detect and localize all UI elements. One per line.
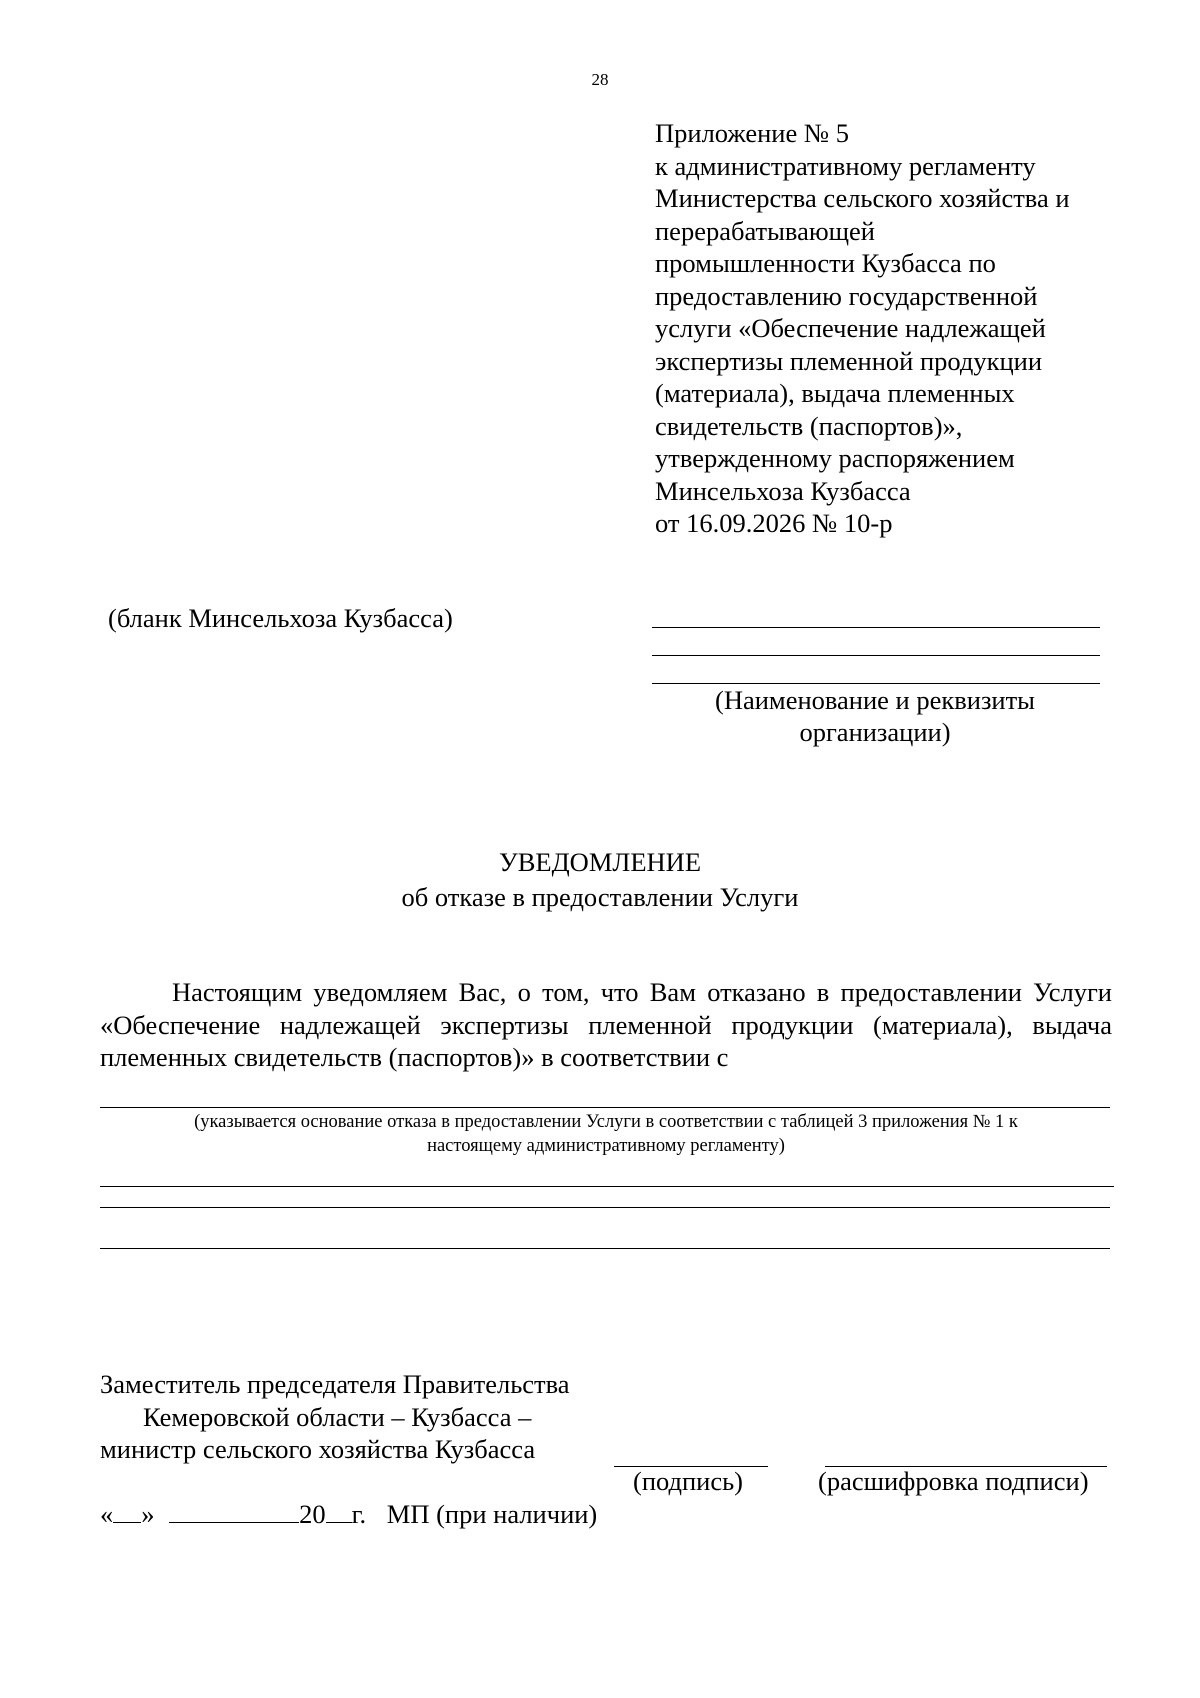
appendix-line: свидетельств (паспортов)», bbox=[655, 410, 963, 441]
year-suffix: г. bbox=[351, 1499, 367, 1529]
appendix-line: к административному регламенту bbox=[655, 150, 1036, 181]
notice-body-line: племенных свидетельств (паспортов)» в соответствии с bbox=[100, 1042, 729, 1072]
date-close-quote: » bbox=[141, 1499, 155, 1529]
reason-fill-line bbox=[100, 1186, 1114, 1187]
year-fill-blank bbox=[326, 1500, 352, 1523]
notice-body bbox=[100, 976, 1112, 1074]
appendix-line: перерабатывающей bbox=[655, 215, 875, 246]
reason-fill-line bbox=[100, 1207, 1110, 1208]
appendix-line: промышленности Кузбасса по bbox=[655, 248, 996, 278]
organization-caption bbox=[640, 684, 1110, 748]
signer-block bbox=[100, 1368, 570, 1466]
notice-title: УВЕДОМЛЕНИЕ bbox=[498, 847, 702, 877]
appendix-header bbox=[655, 117, 1155, 540]
organization-fill-line bbox=[652, 627, 1100, 628]
signer-position-line: министр сельского хозяйства Кузбасса bbox=[100, 1434, 536, 1464]
notice-subtitle: об отказе в предоставлении Услуги bbox=[401, 882, 799, 912]
appendix-line: экспертизы племенной продукции bbox=[655, 345, 1043, 376]
appendix-line: услуги «Обеспечение надлежащей bbox=[655, 313, 1046, 343]
signature-decoding-caption: (расшифровка подписи) bbox=[818, 1466, 1089, 1496]
reason-note-line: (указывается основание отказа в предоставлении Услуги в соответствии с таблицей 3 приложения № 1 к bbox=[194, 1112, 1018, 1132]
appendix-line: Минсельхоза Кузбасса bbox=[655, 475, 911, 506]
organization-caption-line: (Наименование и реквизиты bbox=[715, 685, 1035, 715]
appendix-line: от 16.09.2026 № 10-р bbox=[655, 508, 893, 538]
date-open-quote: « bbox=[100, 1499, 114, 1529]
reason-fill-line bbox=[100, 1248, 1110, 1249]
notice-body-line: Настоящим уведомляем Вас, о том, что Вам отказано в предоставлении Услуги bbox=[172, 977, 1112, 1007]
appendix-line: Министерства сельского хозяйства и bbox=[655, 183, 1070, 213]
reason-note bbox=[100, 1110, 1112, 1158]
date-stamp-line bbox=[100, 1498, 597, 1530]
notice-body-line: «Обеспечение надлежащей экспертизы племенной продукции (материала), выдача bbox=[100, 1009, 1112, 1040]
stamp-note: МП (при наличии) bbox=[386, 1499, 598, 1529]
signer-position-line: Заместитель председателя Правительства bbox=[100, 1369, 570, 1399]
reason-note-line: настоящему административному регламенту) bbox=[427, 1136, 785, 1156]
signature-caption: (подпись) bbox=[633, 1466, 744, 1496]
appendix-line: Приложение № 5 bbox=[655, 118, 850, 148]
month-fill-blank bbox=[169, 1500, 299, 1523]
appendix-line: (материала), выдача племенных bbox=[655, 378, 1015, 408]
day-fill-blank bbox=[113, 1500, 141, 1523]
reason-fill-line bbox=[100, 1107, 1110, 1108]
organization-caption-line: организации) bbox=[799, 717, 951, 747]
signer-position-line: Кемеровской области – Кузбасса – bbox=[143, 1401, 532, 1432]
organization-fill-line bbox=[652, 655, 1100, 656]
letterhead-blank-label: (бланк Минсельхоза Кузбасса) bbox=[108, 603, 453, 633]
year-prefix: 20 bbox=[299, 1499, 326, 1529]
appendix-line: предоставлению государственной bbox=[655, 280, 1038, 311]
page-number: 28 bbox=[591, 70, 609, 89]
appendix-line: утвержденному распоряжением bbox=[655, 443, 1015, 473]
